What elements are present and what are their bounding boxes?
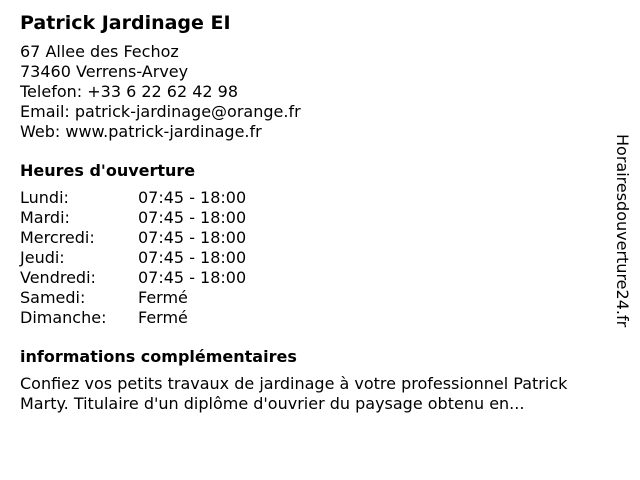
hours-day: Mercredi: bbox=[20, 228, 95, 247]
info-heading: informations complémentaires bbox=[20, 347, 297, 366]
hours-row-sunday bbox=[20, 308, 600, 328]
hours-time: 07:45 - 18:00 bbox=[138, 208, 247, 227]
hours-row-monday bbox=[20, 188, 600, 208]
phone-line: Telefon: +33 6 22 62 42 98 bbox=[20, 82, 239, 101]
hours-day: Lundi: bbox=[20, 188, 69, 207]
hours-time: Fermé bbox=[138, 308, 188, 327]
hours-time: 07:45 - 18:00 bbox=[138, 188, 247, 207]
hours-row-saturday bbox=[20, 288, 600, 308]
hours-day: Samedi: bbox=[20, 288, 86, 307]
hours-row-friday bbox=[20, 268, 600, 288]
hours-day: Jeudi: bbox=[20, 248, 65, 267]
web-line: Web: www.patrick-jardinage.fr bbox=[20, 122, 262, 141]
hours-day: Vendredi: bbox=[20, 268, 96, 287]
hours-heading: Heures d'ouverture bbox=[20, 161, 196, 180]
hours-table bbox=[20, 188, 600, 328]
address-city: 73460 Verrens-Arvey bbox=[20, 62, 189, 81]
hours-time: 07:45 - 18:00 bbox=[138, 268, 247, 287]
address-street: 67 Allee des Fechoz bbox=[20, 42, 179, 61]
hours-row-thursday bbox=[20, 248, 600, 268]
hours-day: Mardi: bbox=[20, 208, 70, 227]
hours-time: Fermé bbox=[138, 288, 188, 307]
hours-time: 07:45 - 18:00 bbox=[138, 228, 247, 247]
hours-row-wednesday bbox=[20, 228, 600, 248]
info-description: Confiez vos petits travaux de jardinage à votre professionnel Patrick Marty. Titulaire d'un diplôme d'ouvrier du paysage obtenu en... bbox=[20, 374, 568, 413]
watermark-text: Horairesdouverture24.fr bbox=[613, 134, 632, 328]
hours-day: Dimanche: bbox=[20, 308, 107, 327]
business-name: Patrick Jardinage EI bbox=[20, 12, 231, 34]
email-line: Email: patrick-jardinage@orange.fr bbox=[20, 102, 301, 121]
hours-row-tuesday bbox=[20, 208, 600, 228]
business-card bbox=[20, 10, 600, 414]
hours-time: 07:45 - 18:00 bbox=[138, 248, 247, 267]
